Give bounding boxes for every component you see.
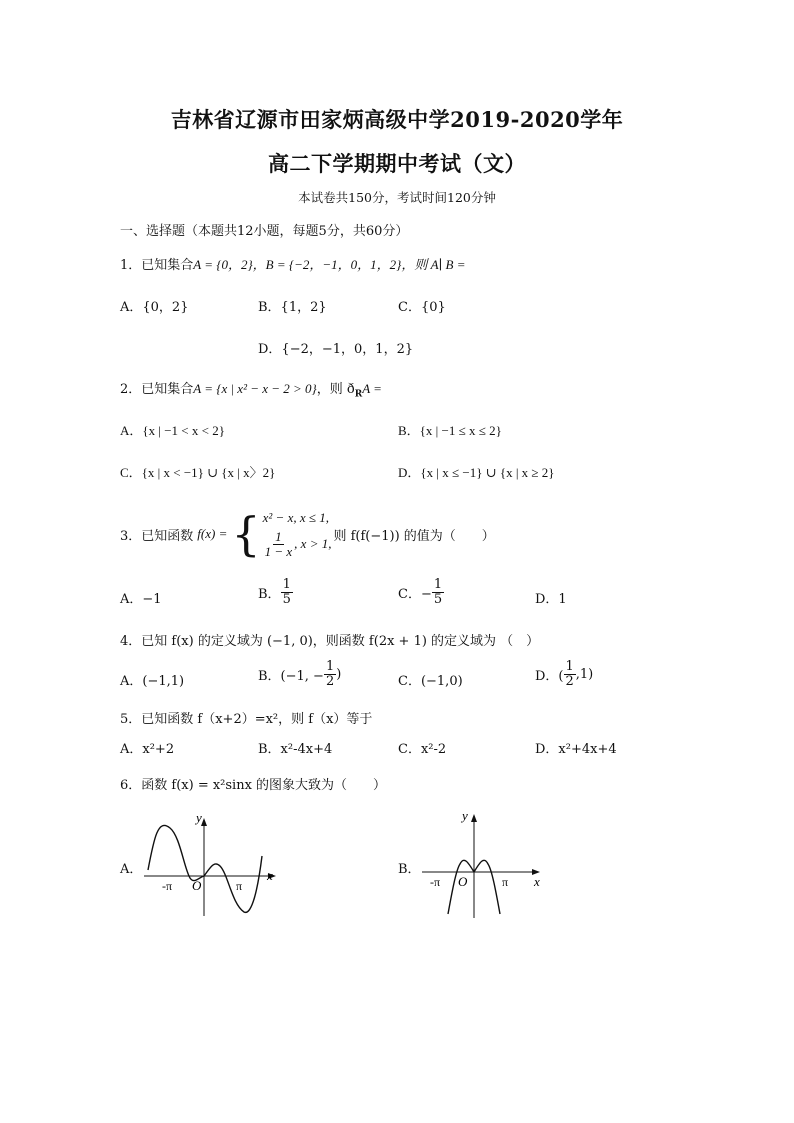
q3-case-2-frac <box>263 530 295 558</box>
q3-case-1: x² − x, x ≤ 1, <box>262 509 329 525</box>
graph-b-y-label: y <box>462 808 468 823</box>
q2-option-c: C．{x | x < −1} ∪ {x | x〉2} <box>120 465 276 480</box>
exam-info: 本试卷共150分，考试时间120分钟 <box>298 190 496 205</box>
paper-title-line1: 吉林省辽源市田家炳高级中学2019-2020学年 <box>170 107 624 132</box>
q3-tail: 则 f(f(−1)) 的值为（ ） <box>333 528 495 544</box>
q3-brace: { <box>231 507 261 561</box>
paper-title-line2: 高二下学期期中考试（文） <box>268 151 526 176</box>
q4-option-c: C．(−1,0) <box>398 674 463 689</box>
q2-tail-sub: R <box>354 389 363 400</box>
q5-option-d: D．x²+4x+4 <box>535 742 617 757</box>
q5-option-c: C．x²-2 <box>398 742 447 757</box>
q1-option-b: B．{1，2} <box>258 300 327 315</box>
question-3 <box>120 496 495 572</box>
graph-a-y-label: y <box>196 810 202 825</box>
q4-option-d-end: ,1) <box>575 666 594 682</box>
q4-option-d-den: 2 <box>565 673 574 689</box>
q4-option-d-label: D．( <box>535 668 564 684</box>
graph-a-pos-pi: π <box>236 879 243 893</box>
q3-option-c-den: 5 <box>433 591 443 607</box>
q4-option-d-num: 1 <box>565 659 574 674</box>
graph-a-origin: O <box>192 878 202 893</box>
q2-tail-end: A = <box>362 381 382 396</box>
q3-cases <box>263 510 332 558</box>
graph-b-y-arrow <box>471 814 477 822</box>
q2-set-a: A = {x | x² − x − 2 > 0} <box>193 381 317 396</box>
question-4: 4．已知 f(x) 的定义域为 (−1, 0)，则函数 f(2x + 1) 的定义域为 （ ） <box>120 634 540 649</box>
graph-a-x-label: x <box>267 868 273 883</box>
graph-b-origin: O <box>458 874 468 889</box>
q6-option-a-label: A． <box>120 862 143 877</box>
q4-option-b-end: ) <box>336 666 342 682</box>
q3-option-b-num: 1 <box>282 577 291 592</box>
q3-option-c-label: C．− <box>398 586 432 602</box>
q6-graph-a <box>140 808 280 920</box>
section-heading: 一、选择题（本题共12小题，每题5分，共60分） <box>120 224 409 239</box>
q3-option-d: D．1 <box>535 592 567 607</box>
q5-option-a: A．x²+2 <box>120 742 175 757</box>
q4-option-b-frac <box>324 660 336 688</box>
q3-case-2-den: 1 − x <box>264 543 293 559</box>
q6-graph-b <box>418 806 550 922</box>
graph-b-neg-pi: -π <box>430 875 441 889</box>
q3-option-c-frac <box>432 578 444 606</box>
q4-option-b <box>258 660 341 688</box>
q2-stem: 2．已知集合 <box>120 382 194 397</box>
q3-option-c <box>398 578 444 606</box>
q4-option-a: A．(−1,1) <box>120 674 185 689</box>
q5-option-b: B．x²-4x+4 <box>258 742 333 757</box>
q3-case-2-num: 1 <box>275 528 282 544</box>
q3-option-a: A．−1 <box>120 592 162 607</box>
q1-set-b: ，B = {−2，−1，0，1，2} <box>252 257 402 272</box>
q3-case-2 <box>263 530 332 558</box>
question-6: 6．函数 f(x) = x²sinx 的图象大致为（ ） <box>120 778 387 793</box>
question-5: 5．已知函数 f（x+2）=x²，则 f（x）等于 <box>120 712 373 727</box>
q3-case-2-cond: , x > 1, <box>294 536 332 551</box>
graph-a-y-arrow <box>201 818 207 826</box>
q3-option-b-label: B． <box>258 586 281 602</box>
q2-option-b: B．{x | −1 ≤ x ≤ 2} <box>398 423 502 438</box>
q1-option-a: A．{0，2} <box>120 300 189 315</box>
q3-option-b-den: 5 <box>282 591 291 607</box>
q1-set-a: A = {0，2} <box>193 257 253 272</box>
q3-option-c-num: 1 <box>433 577 443 592</box>
q2-option-a: A．{x | −1 < x < 2} <box>120 423 225 438</box>
question-2 <box>120 378 382 400</box>
graph-a-neg-pi: -π <box>162 879 173 893</box>
q4-option-b-label: B．(−1, − <box>258 668 324 684</box>
q4-option-d-frac <box>564 660 576 688</box>
graph-a-curve <box>148 825 262 912</box>
q2-tail: ，则 ð <box>316 382 355 397</box>
q1-stem: 1．已知集合 <box>120 258 194 273</box>
q6-option-b-label: B． <box>398 862 421 877</box>
q4-option-d <box>535 660 593 688</box>
q2-option-d: D．{x | x ≤ −1} ∪ {x | x ≥ 2} <box>398 465 555 480</box>
q3-stem: 3．已知函数 <box>120 528 194 544</box>
q3-fx: f(x) = <box>197 526 228 541</box>
q1-option-d: D．{−2，−1，0，1，2} <box>258 342 414 357</box>
q4-option-b-den: 2 <box>325 673 335 689</box>
q1-option-c: C．{0} <box>398 300 446 315</box>
q1-tail: ，则 A∣ B = <box>401 257 466 272</box>
q3-option-b-frac <box>281 578 293 606</box>
graph-b-x-label: x <box>534 874 540 889</box>
q3-option-b <box>258 578 293 606</box>
q4-option-b-num: 1 <box>325 659 335 674</box>
graph-b-pos-pi: π <box>502 875 509 889</box>
question-1 <box>120 254 466 273</box>
